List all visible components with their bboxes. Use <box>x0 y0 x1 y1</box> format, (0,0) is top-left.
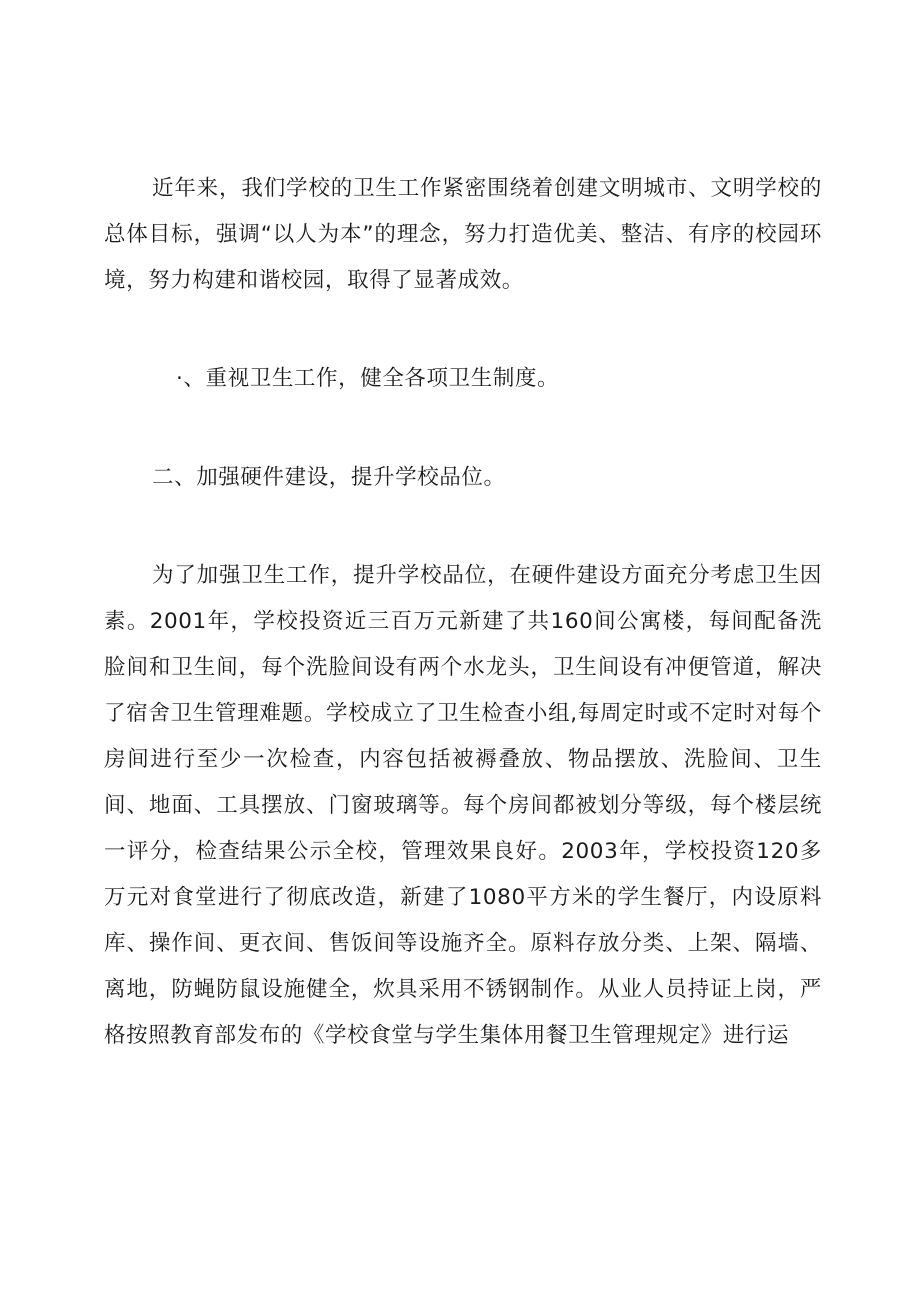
body-paragraph: 为了加强卫生工作，提升学校品位，在硬件建设方面充分考虑卫生因素。2001年，学校投资近三百万元新建了共160间公寓楼，每间配备洗脸间和卫生间，每个洗脸间设有两个水龙头，卫生间设有冲便管道，解决了宿舍卫生管理难题。学校成立了卫生检查小组,每周定时或不定时对每个房间进行至少一次检查，内容包括被褥叠放、物品摆放、洗脸间、卫生间、地面、工具摆放、门窗玻璃等。每个房间都被划分等级，每个楼层统一评分，检查结果公示全校，管理效果良好。2003年，学校投资120多万元对食堂进行了彻底改造，新建了1080平方米的学生餐厅，内设原料库、操作间、更衣间、售饭间等设施齐全。原料存放分类、上架、隔墙、离地，防蝇防鼠设施健全，炊具采用不锈钢制作。从业人员持证上岗，严格按照教育部发布的《学校食堂与学生集体用餐卫生管理规定》进行运 <box>104 563 822 1048</box>
section-heading-one: ·、重视卫生工作，健全各项卫生制度。 <box>176 366 560 391</box>
section-heading-two: 二、加强硬件建设，提升学校品位。 <box>152 465 506 490</box>
intro-paragraph: 近年来，我们学校的卫生工作紧密围绕着创建文明城市、文明学校的总体目标，强调“以人为本”的理念，努力打造优美、整洁、有序的校园环境，努力构建和谐校园，取得了显著成效。 <box>104 176 822 293</box>
